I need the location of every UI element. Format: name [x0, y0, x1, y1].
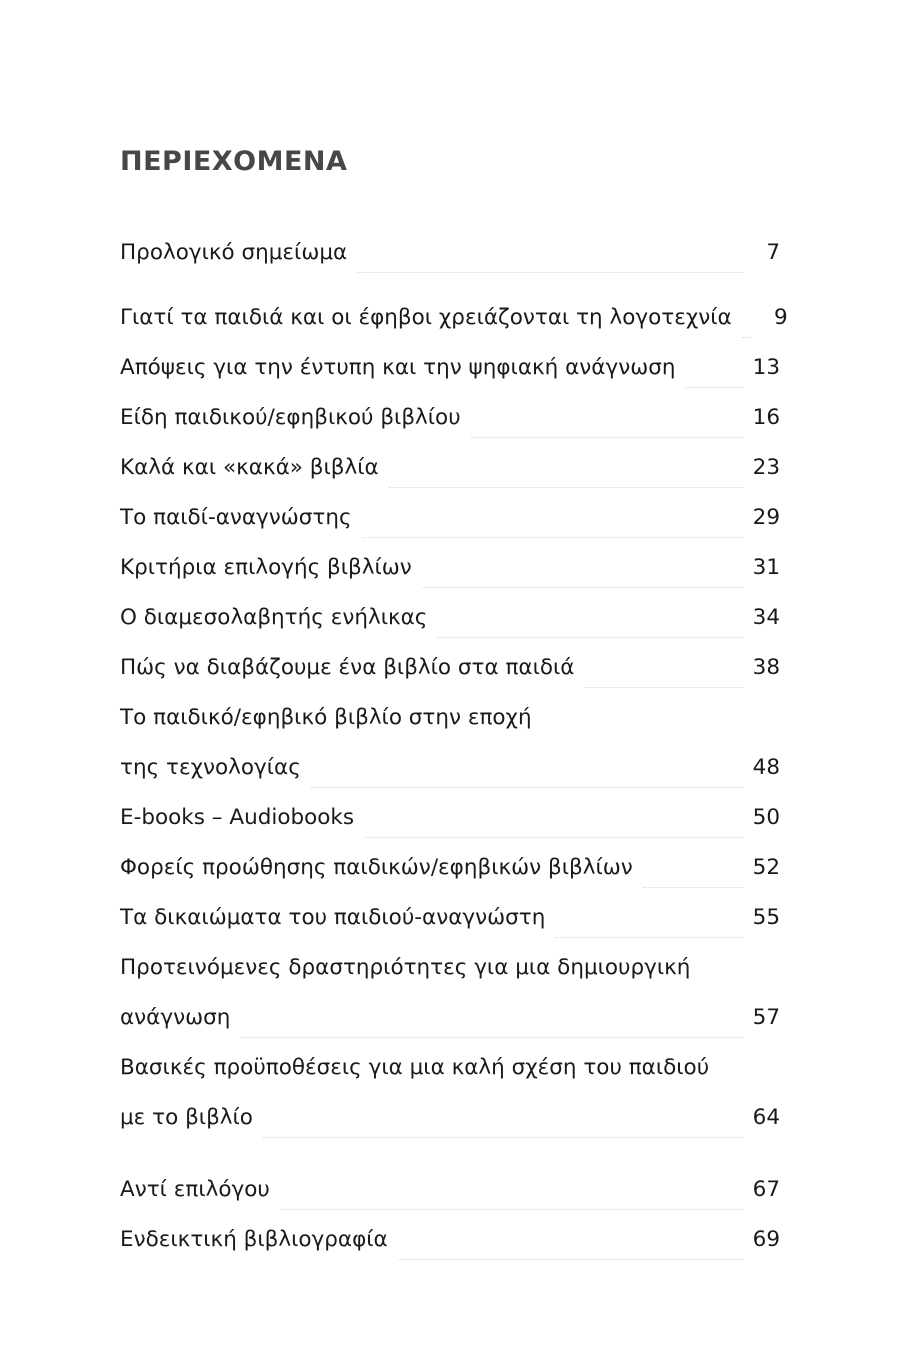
- page-title: ΠΕΡΙΕΧΟΜΕΝΑ: [120, 146, 348, 177]
- toc-entry-label: Ενδεικτική βιβλιογραφία: [120, 1227, 388, 1252]
- toc-entry[interactable]: [120, 543, 780, 593]
- toc-entry-line: [120, 593, 780, 643]
- toc-entry[interactable]: [120, 693, 780, 793]
- toc-leader-dots: [362, 536, 743, 538]
- toc-entry[interactable]: [120, 1215, 780, 1265]
- toc-leader-dots: [422, 586, 743, 588]
- toc-page-number: 48: [752, 755, 780, 780]
- toc-entry[interactable]: [120, 793, 780, 843]
- toc-entry-line: [120, 893, 780, 943]
- toc-list: [120, 228, 788, 1265]
- toc-entry-label-line: Προτεινόμενες δραστηριότητες για μια δημιουργική: [120, 955, 691, 980]
- toc-entry[interactable]: [120, 393, 780, 443]
- toc-leader-dots: [389, 486, 743, 488]
- toc-group-spacer: [120, 278, 780, 293]
- toc-page-number: 57: [752, 1005, 780, 1030]
- toc-page-number: 64: [752, 1105, 780, 1130]
- toc-entry[interactable]: [120, 643, 780, 693]
- toc-leader-dots: [364, 836, 743, 838]
- toc-leader-dots: [685, 386, 742, 388]
- toc-entry-line: [120, 1215, 780, 1265]
- toc-entry[interactable]: [120, 943, 780, 1043]
- toc-entry-label: Ο διαμεσολαβητής ενήλικας: [120, 605, 428, 630]
- toc-page-number: 55: [752, 905, 780, 930]
- toc-group-spacer: [120, 1143, 780, 1165]
- toc-entry[interactable]: [120, 293, 788, 343]
- toc-entry-label: Φορείς προώθησης παιδικών/εφηβικών βιβλίων: [120, 855, 633, 880]
- toc-entry-label: Καλά και «κακά» βιβλία: [120, 455, 379, 480]
- toc-entry-line: [120, 793, 780, 843]
- toc-entry[interactable]: [120, 343, 780, 393]
- toc-leader-dots: [357, 271, 744, 273]
- toc-entry-label: Κριτήρια επιλογής βιβλίων: [120, 555, 412, 580]
- toc-entry[interactable]: [120, 443, 780, 493]
- toc-page-number: 13: [752, 355, 780, 380]
- toc-entry[interactable]: [120, 493, 780, 543]
- toc-page-number: 31: [752, 555, 780, 580]
- toc-entry-line: [120, 543, 780, 593]
- toc-leader-dots: [311, 786, 743, 788]
- toc-page-number: 29: [752, 505, 780, 530]
- toc-entry-line: [120, 293, 788, 343]
- toc-entry-label: Προλογικό σημείωμα: [120, 240, 348, 265]
- toc-entry-label: Είδη παιδικού/εφηβικού βιβλίου: [120, 405, 461, 430]
- toc-entry-label: ανάγνωση: [120, 1005, 231, 1030]
- toc-entry-label: E-books – Audiobooks: [120, 805, 355, 830]
- toc-leader-dots: [263, 1136, 743, 1138]
- toc-entry-line: [120, 743, 780, 793]
- toc-entry-label-line: Βασικές προϋποθέσεις για μια καλή σχέση του παιδιού: [120, 1055, 710, 1080]
- toc-page-number: 67: [752, 1177, 780, 1202]
- toc-page-number: 7: [766, 240, 780, 265]
- toc-entry-line: [120, 643, 780, 693]
- toc-leader-dots: [643, 886, 743, 888]
- toc-entry[interactable]: [120, 1043, 780, 1143]
- toc-entry-line: [120, 228, 780, 278]
- toc-entry-label: με το βιβλίο: [120, 1105, 253, 1130]
- toc-entry-line: [120, 443, 780, 493]
- toc-leader-dots: [555, 936, 742, 938]
- toc-entry-label: Απόψεις για την έντυπη και την ψηφιακή ανάγνωση: [120, 355, 676, 380]
- toc-entry[interactable]: [120, 228, 780, 278]
- toc-page-number: 16: [752, 405, 780, 430]
- toc-entry[interactable]: [120, 843, 780, 893]
- toc-entry-line: [120, 493, 780, 543]
- toc-entry-label: Το παιδί-αναγνώστης: [120, 505, 352, 530]
- toc-entry[interactable]: [120, 1165, 780, 1215]
- toc-entry-line: [120, 343, 780, 393]
- toc-entry-line: [120, 993, 780, 1043]
- toc-page-number: 9: [774, 305, 788, 330]
- toc-leader-dots: [437, 636, 742, 638]
- toc-entry-label: Γιατί τα παιδιά και οι έφηβοι χρειάζονται τη λογοτεχνία: [120, 305, 732, 330]
- toc-leader-dots: [742, 336, 752, 338]
- toc-leader-dots: [584, 686, 742, 688]
- toc-page-number: 23: [752, 455, 780, 480]
- toc-entry-line: [120, 843, 780, 893]
- toc-entry-line: [120, 393, 780, 443]
- toc-page-number: 50: [752, 805, 780, 830]
- toc-entry-line: [120, 1165, 780, 1215]
- toc-leader-dots: [280, 1208, 743, 1210]
- toc-entry[interactable]: [120, 893, 780, 943]
- toc-entry-line: [120, 1093, 780, 1143]
- toc-page-number: 34: [752, 605, 780, 630]
- toc-entry-label: της τεχνολογίας: [120, 755, 301, 780]
- toc-entry-label: Πώς να διαβάζουμε ένα βιβλίο στα παιδιά: [120, 655, 575, 680]
- toc-entry-label-line: Το παιδικό/εφηβικό βιβλίο στην εποχή: [120, 705, 532, 730]
- toc-page-number: 38: [752, 655, 780, 680]
- toc-leader-dots: [240, 1036, 742, 1038]
- toc-leader-dots: [471, 436, 743, 438]
- toc-entry-label: Αντί επιλόγου: [120, 1177, 270, 1202]
- toc-leader-dots: [398, 1258, 743, 1260]
- toc-entry-label: Τα δικαιώματα του παιδιού-αναγνώστη: [120, 905, 546, 930]
- toc-entry[interactable]: [120, 593, 780, 643]
- toc-page-number: 52: [752, 855, 780, 880]
- toc-page-number: 69: [752, 1227, 780, 1252]
